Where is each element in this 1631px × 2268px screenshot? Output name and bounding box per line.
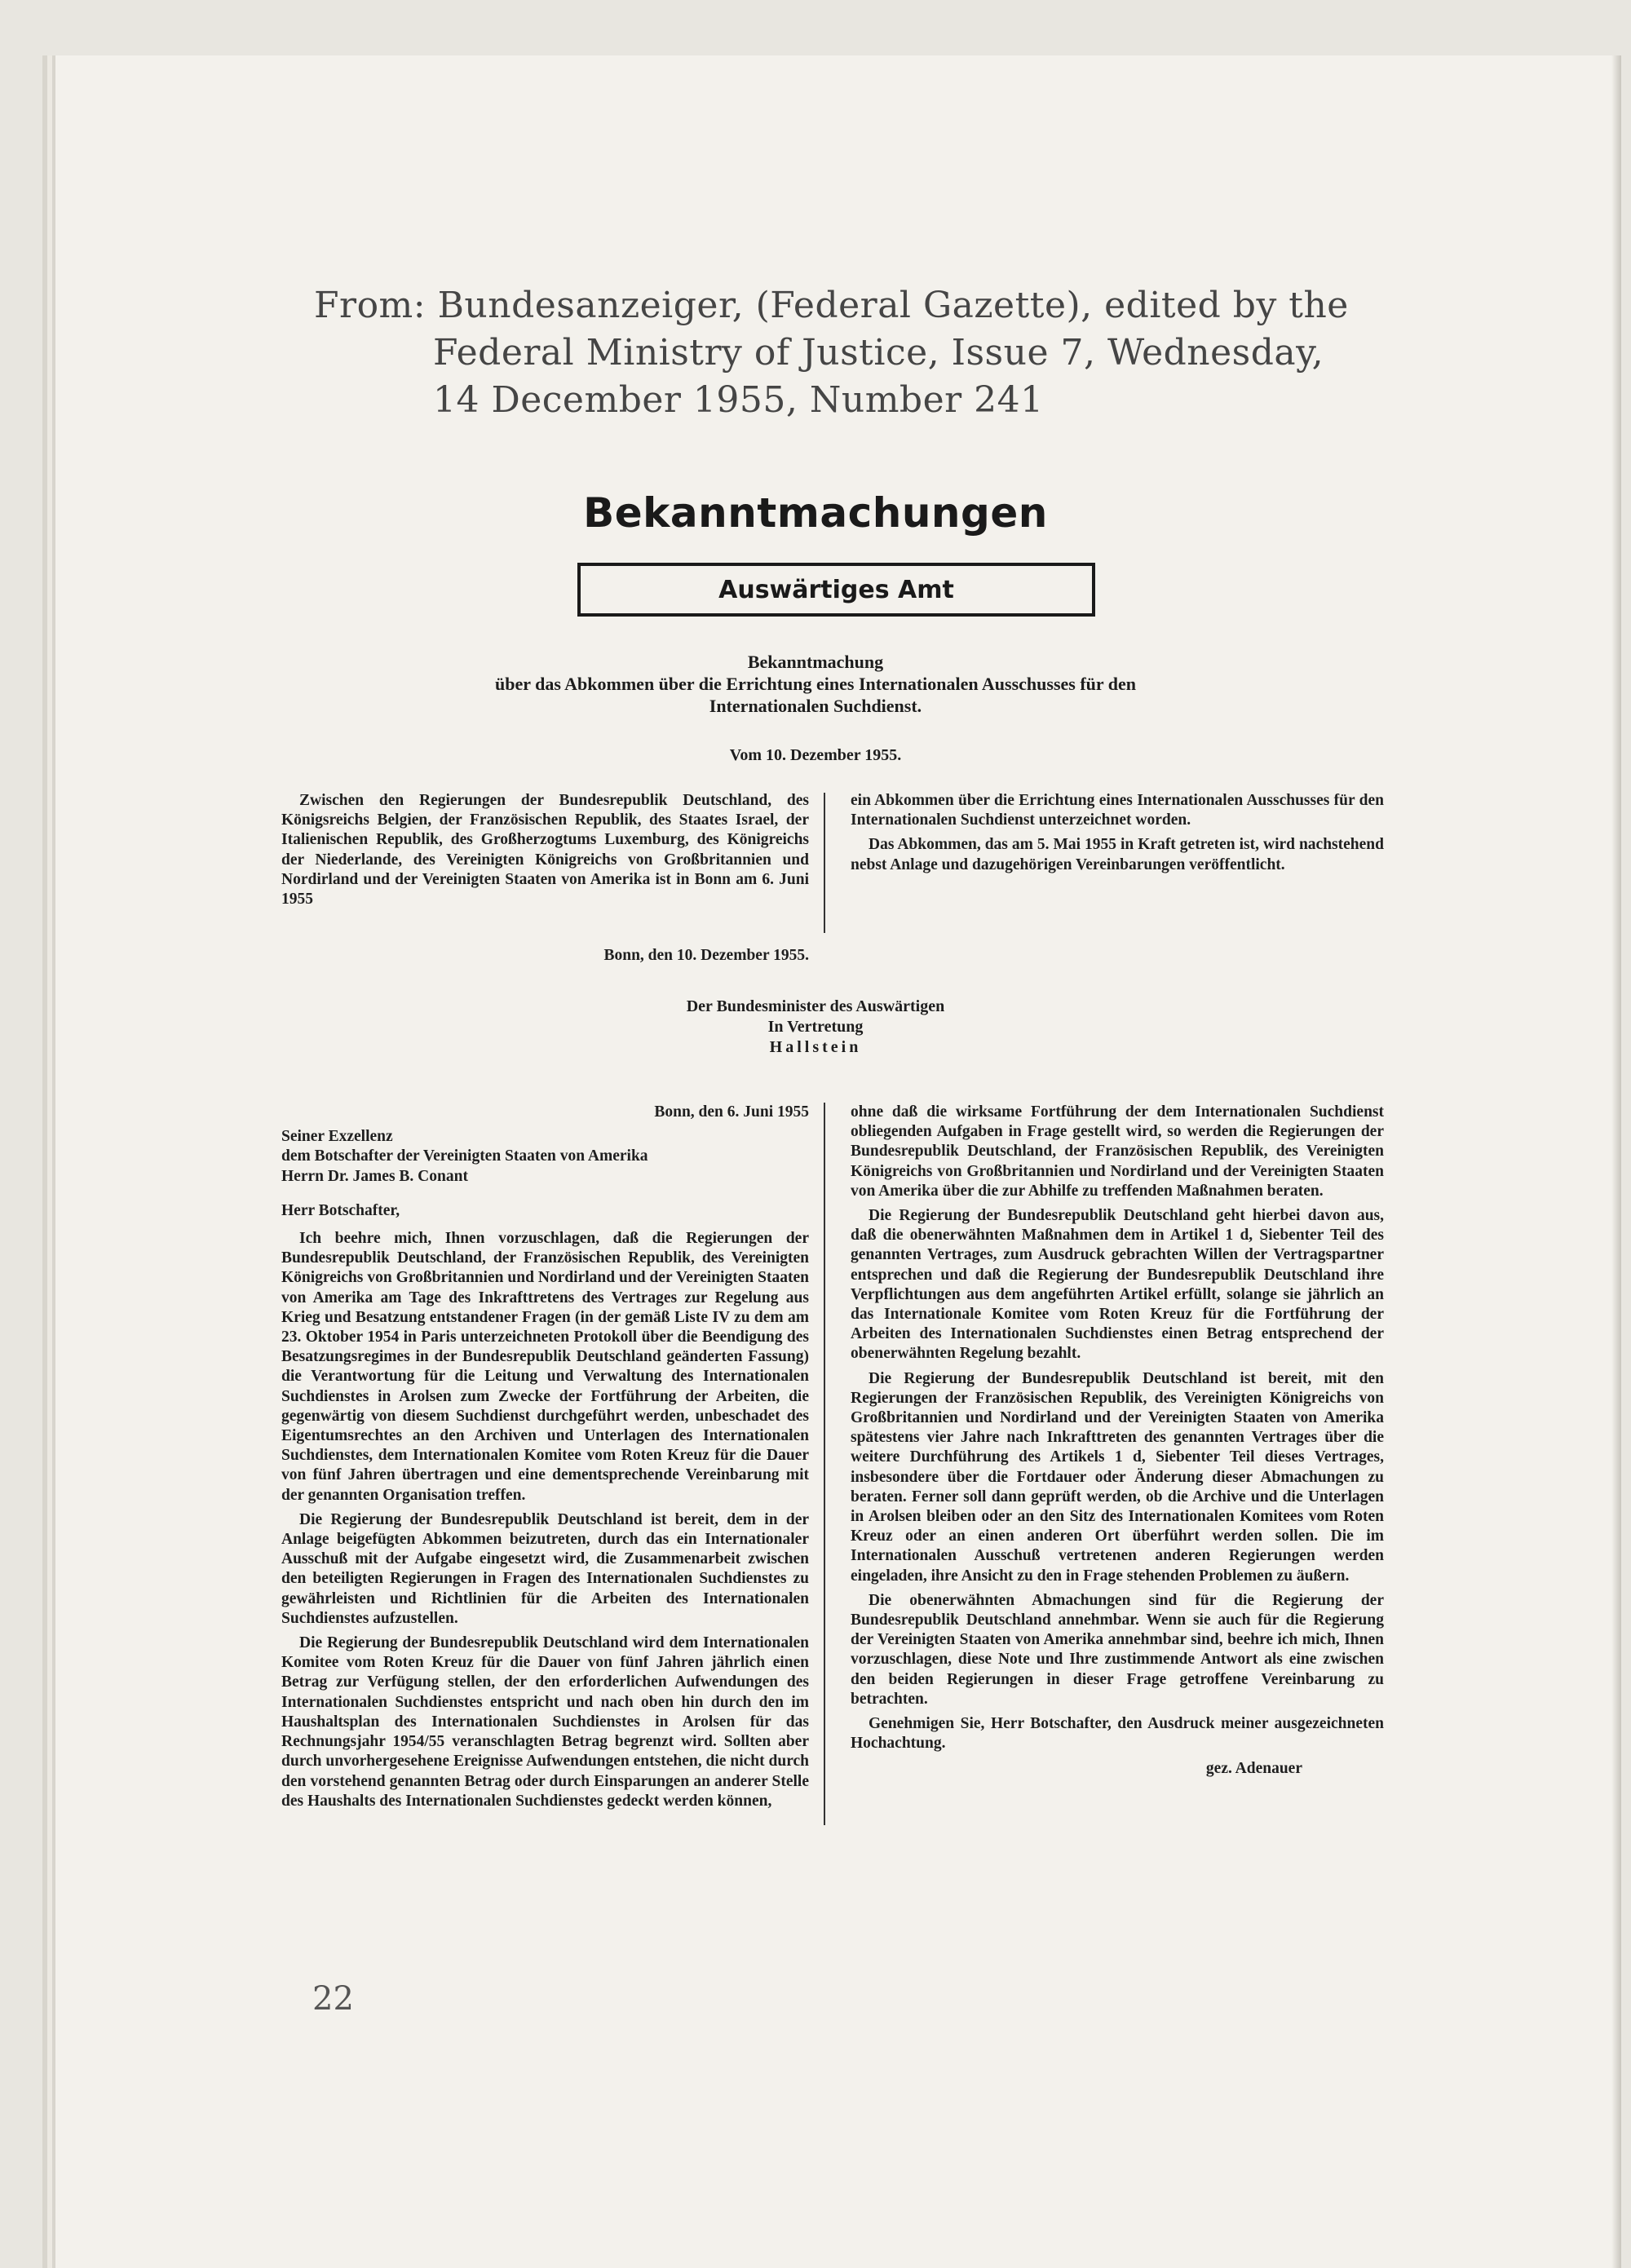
signoff-line-1: Der Bundesminister des Auswärtigen (686, 997, 945, 1015)
source-citation (314, 282, 1374, 424)
source-line-2: Federal Ministry of Justice, Issue 7, Wednesday, (433, 332, 1324, 374)
letter-right-paragraph-4: Die obenerwähnten Abmachungen sind für die Regierung der Bundesrepublik Deutschland annehmbar. Wenn sie auch für die Regierung der Vereinigten Staaten von Amerika annehmbar sind, beehre ich mich, Ihnen vorzuschlagen, diese Note und Ihre zustimmende Antwort als eine zwischen den beiden Regierungen in dieser Frage getroffene Vereinbarung zu betrachten. (851, 1591, 1384, 1708)
letter-left-column (281, 1103, 809, 1816)
letter-recipient-line-3: Herrn Dr. James B. Conant (281, 1167, 468, 1185)
letter-right-paragraph-3: Die Regierung der Bundesrepublik Deutschland ist bereit, mit den Regierungen der Französischen Republik, des Vereinigten Königreichs von Großbritannien und Nordirland und der Vereinigten Staaten von Amerika spätestens vier Jahre nach Inkrafttreten des genannten Vertrages über die weitere Durchführung des Artikels 1 d, Siebenter Teil dieses Vertrages, insbesondere über die Fortdauer oder Änderung dieser Abmachungen zu beraten. Ferner soll dann geprüft werden, ob die Archive und die Unterlagen in Arolsen bleiben oder an den Sitz des Internationalen Komitees vom Roten Kreuz oder an einen anderen Ort überführt werden sollen. Die im Internationalen Ausschuß vertretenen anderen Regierungen werden eingeladen, ihre Ansicht zu den in Frage stehenden Problemen zu äußern. (851, 1369, 1384, 1585)
announcement-title-line-2: über das Abkommen über die Errichtung eines Internationalen Ausschusses für den (494, 674, 1137, 694)
letter-right-column (851, 1103, 1384, 1784)
letter-left-paragraph-2: Die Regierung der Bundesrepublik Deutschland ist bereit, dem in der Anlage beigefügten Abkommen beizutreten, durch das ein Internationaler Ausschuß mit der Aufgabe eingesetzt wird, die Zusammenarbeit zwischen den beteiligten Regierungen in Fragen des Internationalen Suchdienstes zu gewährleisten und Richtlinien für die Arbeiten des Internationalen Suchdienstes aufzustellen. (281, 1510, 809, 1627)
source-line-3: 14 December 1955, Number 241 (433, 379, 1044, 421)
letter-left-paragraph-1: Ich beehre mich, Ihnen vorzuschlagen, daß die Regierungen der Bundesrepublik Deutschland, der Französischen Republik, des Vereinigten Königreichs von Großbritannien und Nordirland und der Vereinigten Staaten von Amerika am Tage des Inkrafttretens des Vertrages zur Regelung aus Krieg und Besatzung entstandener Fragen (in der gemäß Liste IV zu dem am 23. Oktober 1954 in Paris unterzeichneten Protokoll über die Beendigung des Besatzungsregimes in der Bundesrepublik Deutschland geänderten Fassung) die Verantwortung für die Leitung und Verwaltung des Internationalen Suchdienstes in Arolsen zum Zwecke der Fortführung der Arbeiten, die gegenwärtig von diesem Suchdienst durchgeführt werden, unbeschadet des Eigentumsrechtes an den Archiven und Unterlagen des Internationalen Suchdienstes, dem Internationalen Komitee vom Roten Kreuz für die Dauer von fünf Jahren übertragen und eine dementsprechende Vereinbarung mit der genannten Organisation treffen. (281, 1230, 809, 1504)
signoff-line-2: In Vertretung (767, 1018, 864, 1036)
announcement-date: Vom 10. Dezember 1955. (729, 746, 902, 764)
letter-recipient-line-1: Seiner Exzellenz (281, 1128, 393, 1146)
letter-recipient-line-2: dem Botschafter der Vereinigten Staaten von Amerika (281, 1147, 648, 1165)
letter-column-divider (824, 1103, 825, 1825)
source-line-1: From: Bundesanzeiger, (Federal Gazette), edited by the (314, 285, 1349, 326)
minister-signoff (0, 997, 1631, 1058)
announcement-right-paragraph-2: Das Abkommen, das am 5. Mai 1955 in Kraft getreten ist, wird nachstehend nebst Anlage und dazugehörigen Vereinbarungen veröffentlicht. (851, 836, 1384, 873)
page-number: 22 (312, 1980, 354, 2018)
announcement-right-paragraph-1: ein Abkommen über die Errichtung eines Internationalen Ausschusses für den Internationalen Suchdienst unterzeichnet worden. (851, 792, 1384, 829)
announcement-left-paragraph: Zwischen den Regierungen der Bundesrepublik Deutschland, des Königsreichs Belgien, der Französischen Republik, des Staates Israel, der Italienischen Republik, des Großherzogtums Luxemburg, des Königreichs der Niederlande, des Vereinigten Königreichs von Großbritannien und Nordirland und der Vereinigten Staaten von Amerika ist in Bonn am 6. Juni 1955 (281, 792, 809, 909)
section-box-title: Auswärtiges Amt (577, 563, 1095, 617)
column-divider (824, 793, 825, 933)
letter-signature: gez. Adenauer (1205, 1759, 1302, 1777)
page-edge (1611, 55, 1621, 2268)
announcement-title-line-3: Internationalen Suchdienst. (709, 696, 922, 716)
letter-right-paragraph-5: Genehmigen Sie, Herr Botschafter, den Ausdruck meiner ausgezeichneten Hochachtung. (851, 1715, 1384, 1753)
letter-right-paragraph-1: ohne daß die wirksame Fortführung der dem Internationalen Suchdienst obliegenden Aufgaben in Frage gestellt wird, so werden die Regierungen der Bundesrepublik Deutschland, der Französischen Republik, des Vereinigten Königreichs von Großbritannien und Nordirland und der Vereinigten Staaten von Amerika über die zur Abhilfe zu treffenden Maßnahmen beraten. (851, 1103, 1384, 1200)
signoff-name: Hallstein (769, 1038, 862, 1056)
announcement-title (326, 651, 1305, 717)
letter-left-paragraph-3: Die Regierung der Bundesrepublik Deutschland wird dem Internationalen Komitee vom Roten Kreuz für die Dauer von fünf Jahren jährlich einen Betrag zur Verfügung stellen, der den erforderlichen Aufwendungen des Internationalen Suchdienstes entspricht und nach oben hin durch den im Haushaltsplan des Internationalen Suchdienstes in Arolsen für das Rechnungsjahr 1954/55 veranschlagten Betrag begrenzt wird. Sollten aber durch unvorhergesehene Ereignisse Aufwendungen entstehen, die nicht durch den vorstehend genannten Betrag oder durch Einsparungen an anderer Stelle des Haushalts des Internationalen Suchdienstes gedeckt werden können, (281, 1634, 809, 1810)
announcement-place-date: Bonn, den 10. Dezember 1955. (603, 947, 809, 964)
announcement-title-line-1: Bekanntmachung (747, 652, 884, 672)
announcement-right-column (851, 791, 1384, 880)
page-heading: Bekanntmachungen (583, 489, 1048, 537)
letter-place-date: Bonn, den 6. Juni 1955 (654, 1103, 809, 1121)
letter-right-paragraph-2: Die Regierung der Bundesrepublik Deutschland geht hierbei davon aus, daß die obenerwähnten Maßnahmen dem in Artikel 1 d, Siebenter Teil des genannten Vertrages, zum Ausdruck gebrachten Willen der Vertragspartner entsprechen und daß die Regierung der Bundesrepublik Deutschland ihre Verpflichtungen aus dem angeführten Artikel erfüllt, solange sie jährlich an das Internationale Komitee vom Roten Kreuz für die Fortführung der Arbeiten des Internationalen Suchdienstes einen Betrag entsprechend der obenerwähnten Regelung bezahlt. (851, 1207, 1384, 1363)
letter-salutation: Herr Botschafter, (281, 1201, 400, 1219)
announcement-left-column (281, 791, 809, 914)
announcement-place-date-wrap (281, 946, 809, 970)
